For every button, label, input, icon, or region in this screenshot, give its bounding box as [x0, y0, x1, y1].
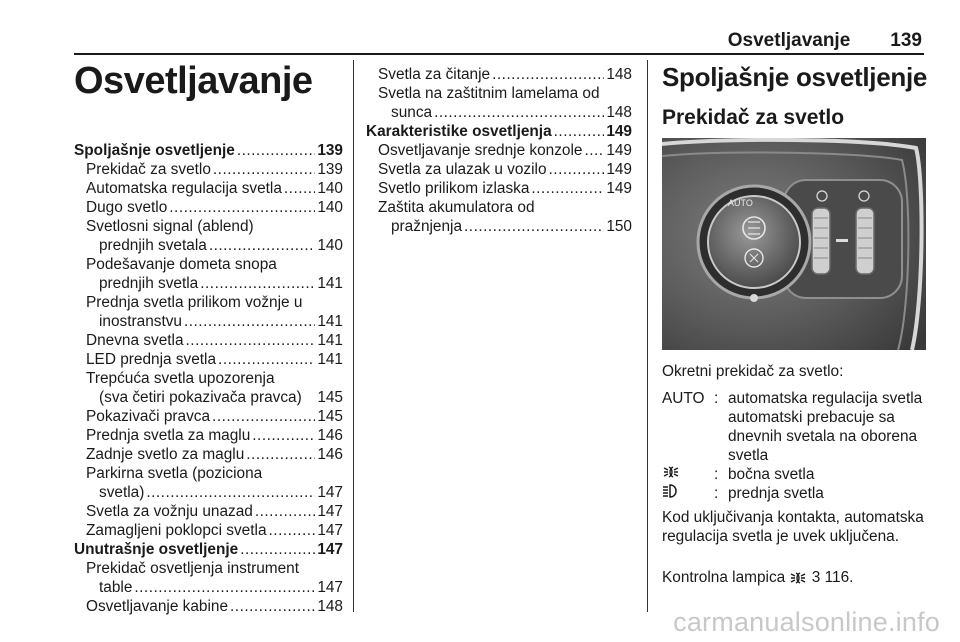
toc-entry[interactable]: [74, 597, 343, 616]
toc-dot-leader: [134, 578, 315, 597]
switch-legend: [662, 389, 930, 503]
toc-dot-leader: [240, 540, 315, 559]
toc-dot-leader: [218, 350, 315, 369]
toc-entry[interactable]: [366, 103, 632, 122]
headlight-icon: [662, 484, 680, 498]
toc-column-1: [74, 141, 343, 616]
toc-entry[interactable]: [74, 521, 343, 540]
toc-entry-text: Svetla na zaštitnim lamelama od: [378, 85, 600, 102]
legend-value: automatska regulacija svetla automatski prebacuje sa dnevnih svetala na oborena svetla: [728, 390, 923, 464]
toc-page-number: 147: [317, 484, 343, 501]
toc-entry[interactable]: [74, 407, 343, 426]
light-switch-figure: [662, 138, 926, 350]
toc-column-2: [366, 65, 632, 236]
toc-page-number: 148: [317, 598, 343, 615]
toc-dot-leader: [212, 407, 315, 426]
toc-entry[interactable]: [74, 236, 343, 255]
toc-entry[interactable]: [74, 578, 343, 597]
toc-entry-line[interactable]: [74, 255, 343, 274]
legend-row-side-lights: [662, 465, 930, 484]
note-text: Kod uključivanja kontakta, automatska regulacija svetla je uvek uključena.: [662, 509, 924, 545]
toc-page-number: 149: [606, 161, 632, 178]
toc-dot-leader: [434, 103, 604, 122]
toc-dot-leader: [252, 426, 315, 445]
toc-page-number: 147: [317, 503, 343, 520]
reference-line: [662, 568, 930, 587]
toc-entry-text: Prednja svetla prilikom vožnje u: [86, 294, 303, 311]
toc-entry[interactable]: [74, 445, 343, 464]
chapter-title: Osvetljavanje: [74, 60, 313, 102]
intro-text: Okretni prekidač za svetlo:: [662, 363, 844, 380]
toc-dot-leader: [186, 331, 316, 350]
toc-entry-text: Dugo svetlo: [86, 199, 168, 216]
reference-page: 116.: [824, 569, 854, 586]
toc-entry-text: pražnjenja: [391, 218, 463, 235]
toc-page-number: 149: [606, 142, 632, 159]
toc-dot-leader: [464, 217, 604, 236]
legend-value: prednja svetla: [728, 485, 824, 502]
toc-entry[interactable]: [366, 65, 632, 84]
toc-entry-line[interactable]: [74, 464, 343, 483]
header-title: Osvetljavanje: [727, 30, 851, 51]
toc-entry[interactable]: [74, 388, 343, 407]
toc-page-number: 141: [317, 313, 343, 330]
toc-dot-leader: [146, 483, 315, 502]
toc-entry-text: svetla): [99, 484, 145, 501]
toc-dot-leader: [213, 160, 315, 179]
toc-entry[interactable]: [74, 160, 343, 179]
legend-key-auto: AUTO: [662, 390, 705, 407]
toc-page-number: 145: [317, 408, 343, 425]
toc-page-number: 150: [606, 218, 632, 235]
toc-entry-line[interactable]: [74, 293, 343, 312]
toc-entry-line[interactable]: [74, 217, 343, 236]
toc-page-number: 147: [317, 522, 343, 539]
toc-page-number: 149: [606, 123, 632, 140]
toc-entry-text: Svetlosni signal (ablend): [86, 218, 254, 235]
toc-entry[interactable]: [74, 274, 343, 293]
column-divider-2: [647, 60, 648, 612]
toc-entry-text: prednjih svetala: [99, 237, 207, 254]
toc-entry-text: Prekidač za svetlo: [86, 161, 211, 178]
column-divider-1: [353, 60, 354, 612]
toc-entry-text: Prekidač osvetljenja instrument: [86, 560, 300, 577]
toc-entry-text: Unutrašnje osvetljenje: [74, 541, 239, 558]
toc-page-number: 141: [317, 332, 343, 349]
toc-entry-text: sunca: [391, 104, 433, 121]
cross-reference-arrow: 3: [811, 569, 821, 586]
page-number: 139: [890, 30, 922, 51]
toc-dot-leader: [531, 179, 604, 198]
subsection-title: Prekidač za svetlo: [662, 106, 845, 129]
toc-entry-text: Automatska regulacija svetla: [86, 180, 282, 197]
toc-entry-text: Parkirna svetla (poziciona: [86, 465, 263, 482]
toc-entry-text: Podešavanje dometa snopa: [86, 256, 277, 273]
toc-entry-text: inostranstvu: [99, 313, 182, 330]
toc-page-number: 140: [317, 237, 343, 254]
toc-entry-text: Prednja svetla za maglu: [86, 427, 251, 444]
toc-dot-leader: [492, 65, 604, 84]
side-light-icon: [789, 571, 807, 585]
reference-prefix: Kontrolna lampica: [662, 569, 786, 586]
toc-page-number: 141: [317, 351, 343, 368]
toc-entry-text: LED prednja svetla: [86, 351, 217, 368]
toc-page-number: 148: [606, 66, 632, 83]
toc-entry[interactable]: [366, 160, 632, 179]
toc-entry[interactable]: [74, 350, 343, 369]
legend-sep: :: [714, 485, 719, 502]
toc-page-number: 149: [606, 180, 632, 197]
toc-entry-text: Svetla za čitanje: [378, 66, 491, 83]
toc-entry-text: Dnevna svetla: [86, 332, 184, 349]
toc-dot-leader: [200, 274, 315, 293]
toc-entry-text: Trepćuća svetla upozorenja: [86, 370, 275, 387]
toc-entry-text: Karakteristike osvetljenja: [366, 123, 552, 140]
toc-entry[interactable]: [74, 198, 343, 217]
toc-entry[interactable]: [74, 179, 343, 198]
legend-sep: :: [714, 466, 719, 483]
toc-entry-text: prednjih svetla: [99, 275, 199, 292]
header-rule: [74, 53, 924, 55]
toc-entry[interactable]: [366, 141, 632, 160]
toc-entry[interactable]: [74, 312, 343, 331]
toc-page-number: 147: [317, 579, 343, 596]
toc-page-number: 140: [317, 180, 343, 197]
toc-dot-leader: [584, 141, 604, 160]
legend-sep: :: [714, 390, 719, 407]
switch-auto-label: AUTO: [728, 198, 753, 208]
toc-entry-text: Zaštita akumulatora od: [378, 199, 535, 216]
toc-section-entry[interactable]: [74, 540, 343, 559]
toc-page-number: 139: [317, 142, 343, 159]
toc-entry-text: Spoljašnje osvetljenje: [74, 142, 235, 159]
legend-value: bočna svetla: [728, 466, 815, 483]
watermark: carmanualsonline.info: [673, 607, 940, 637]
toc-dot-leader: [169, 198, 315, 217]
toc-entry-text: table: [99, 579, 133, 596]
toc-entry[interactable]: [74, 502, 343, 521]
toc-dot-leader: [549, 160, 605, 179]
toc-entry-text: Pokazivači pravca: [86, 408, 211, 425]
toc-dot-leader: [184, 312, 315, 331]
toc-page-number: 148: [606, 104, 632, 121]
toc-page-number: 139: [317, 161, 343, 178]
toc-entry[interactable]: [74, 331, 343, 350]
toc-entry-line[interactable]: [366, 84, 632, 103]
section-title: Spoljašnje osvetljenje: [662, 62, 928, 92]
toc-dot-leader: [230, 597, 315, 616]
toc-entry-text: Svetla za ulazak u vozilo: [378, 161, 547, 178]
toc-section-entry[interactable]: [366, 122, 632, 141]
toc-page-number: 140: [317, 199, 343, 216]
toc-entry-line[interactable]: [74, 369, 343, 388]
toc-entry-text: Osvetljavanje kabine: [86, 598, 229, 615]
toc-dot-leader: [209, 236, 316, 255]
toc-entry-text: Zamagljeni poklopci svetla: [86, 522, 267, 539]
toc-entry[interactable]: [74, 483, 343, 502]
toc-dot-leader: [246, 445, 315, 464]
toc-dot-leader: [237, 141, 316, 160]
toc-page-number: 146: [317, 427, 343, 444]
side-light-icon: [662, 465, 680, 479]
toc-entry-text: Svetla za vožnju unazad: [86, 503, 253, 520]
toc-page-number: 147: [317, 541, 343, 558]
toc-dot-leader: [554, 122, 605, 141]
toc-section-entry[interactable]: [74, 141, 343, 160]
running-header: [728, 30, 922, 52]
toc-entry-text: Svetlo prilikom izlaska: [378, 180, 530, 197]
legend-row-headlights: [662, 484, 930, 503]
toc-entry[interactable]: [366, 217, 632, 236]
toc-page-number: 141: [317, 275, 343, 292]
toc-page-number: 146: [317, 446, 343, 463]
toc-dot-leader: [269, 521, 316, 540]
toc-entry-text: Osvetljavanje srednje konzole: [378, 142, 583, 159]
toc-entry-text: Zadnje svetlo za maglu: [86, 446, 245, 463]
toc-entry-line[interactable]: [366, 198, 632, 217]
toc-entry[interactable]: [366, 179, 632, 198]
toc-entry-text: (sva četiri pokazivača pravca): [99, 389, 302, 406]
toc-page-number: 145: [317, 389, 343, 406]
toc-entry[interactable]: [74, 426, 343, 445]
toc-entry-line[interactable]: [74, 559, 343, 578]
toc-dot-leader: [284, 179, 315, 198]
legend-row-auto: [662, 389, 930, 465]
toc-dot-leader: [255, 502, 315, 521]
